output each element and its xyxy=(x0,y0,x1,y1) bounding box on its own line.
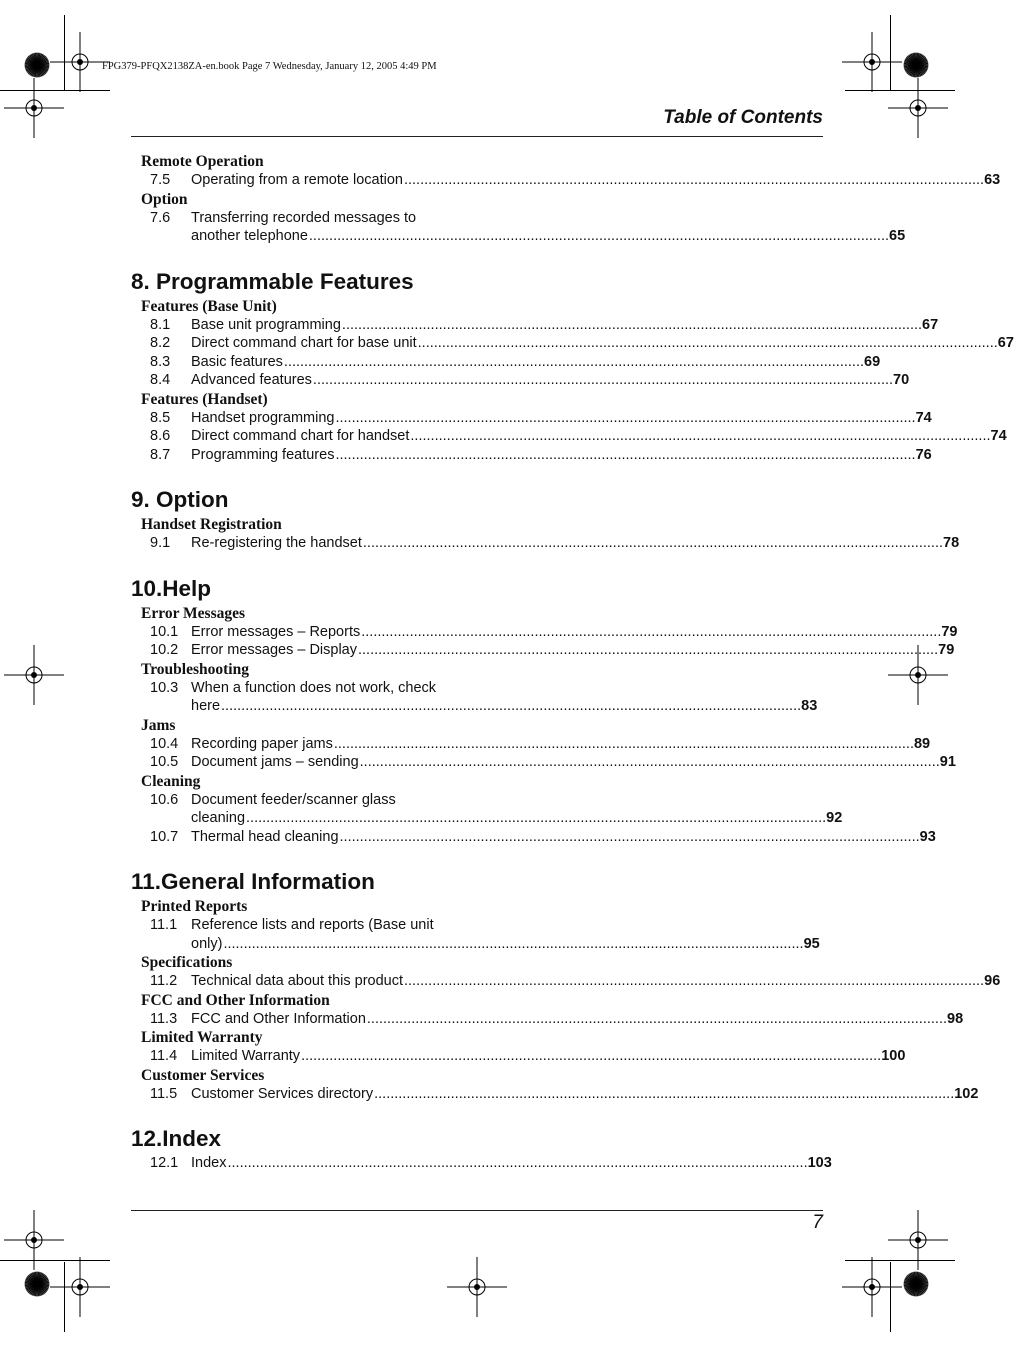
crosshair-icon xyxy=(447,1257,507,1317)
toc-entry[interactable] xyxy=(131,735,931,754)
toc-group-label: Jams xyxy=(141,716,176,734)
toc-page-number: 100 xyxy=(881,1048,906,1064)
toc-page-number: 69 xyxy=(864,353,881,370)
toc-entry-title: Programming features xyxy=(191,446,335,463)
toc-page-number: 67 xyxy=(922,316,939,333)
toc-entry-title: Limited Warranty xyxy=(191,1048,301,1064)
page-header-title: Table of Contents xyxy=(663,107,823,128)
toc-page-number: 91 xyxy=(939,754,956,770)
toc-entry-title: Document feeder/scanner glass xyxy=(191,791,396,808)
toc-entry-number: 10.3 xyxy=(150,679,179,696)
toc-group-label: Customer Services xyxy=(141,1066,265,1084)
toc-entry-number: 8.2 xyxy=(150,335,171,351)
page-number: 7 xyxy=(812,1212,823,1233)
toc-entry-number: 8.5 xyxy=(150,409,171,426)
toc-entry-title: Direct command chart for handset xyxy=(191,428,410,444)
toc-entry-title: here xyxy=(191,698,221,714)
crosshair-icon xyxy=(888,78,948,138)
toc-entry-number: 8.6 xyxy=(150,428,171,444)
toc-entry-number: 10.2 xyxy=(150,642,179,658)
toc-page-number: 79 xyxy=(938,642,955,658)
toc-entry[interactable] xyxy=(131,1085,979,1104)
toc-group-label: FCC and Other Information xyxy=(141,991,330,1009)
dot-leader xyxy=(418,334,998,353)
toc-entry[interactable] xyxy=(131,427,1007,446)
toc-entry-title: Index xyxy=(191,1155,227,1171)
toc-page-number: 103 xyxy=(807,1155,832,1171)
toc-page-number: 89 xyxy=(913,735,931,752)
toc-page-number: 78 xyxy=(943,535,960,551)
section-heading: 10.Help xyxy=(131,575,212,601)
toc-entry-number: 8.7 xyxy=(150,446,171,463)
dot-leader xyxy=(361,623,941,642)
toc-page-number: 79 xyxy=(941,623,958,640)
toc-entry-title: Thermal head cleaning xyxy=(191,828,339,845)
dot-leader xyxy=(404,972,984,991)
dot-leader xyxy=(284,353,864,372)
toc-entry[interactable] xyxy=(131,1154,832,1173)
dot-leader xyxy=(342,316,922,335)
toc-group-label: Option xyxy=(141,190,188,208)
toc-entry[interactable] xyxy=(131,334,1014,353)
toc-group-label: Cleaning xyxy=(141,772,201,790)
dot-leader xyxy=(227,1154,807,1173)
toc-entry-number: 11.3 xyxy=(150,1010,178,1027)
toc-entry-number: 10.5 xyxy=(150,754,179,770)
dot-leader xyxy=(410,427,990,446)
crosshair-icon xyxy=(4,78,64,138)
crop-mark xyxy=(890,1262,891,1332)
toc-entry-title: Handset programming xyxy=(191,409,335,426)
toc-entry[interactable] xyxy=(131,316,939,335)
toc-entry-title: Customer Services directory xyxy=(191,1085,374,1102)
toc-page-number: 96 xyxy=(984,973,1001,989)
dot-leader xyxy=(335,409,915,428)
toc-entry-title: only) xyxy=(191,935,223,952)
crop-mark xyxy=(845,90,955,91)
toc-entry-number: 12.1 xyxy=(150,1155,179,1171)
toc-page-number: 76 xyxy=(915,446,932,463)
toc-group-label: Specifications xyxy=(141,954,233,971)
dot-leader xyxy=(363,534,943,553)
crop-mark xyxy=(0,90,110,91)
toc-page-number: 74 xyxy=(915,409,932,426)
toc-entry-number: 8.3 xyxy=(150,353,171,370)
toc-entry[interactable] xyxy=(131,828,936,847)
toc-group-label: Handset Registration xyxy=(141,516,282,533)
toc-group-label: Troubleshooting xyxy=(141,660,249,678)
toc-entry-title: FCC and Other Information xyxy=(191,1010,366,1027)
crosshair-icon xyxy=(50,1257,110,1317)
toc-page-number: 83 xyxy=(801,698,818,714)
section-heading: 8. Programmable Features xyxy=(131,268,414,294)
toc-entry[interactable] xyxy=(131,409,932,428)
toc-group-label: Limited Warranty xyxy=(141,1029,263,1046)
footer-rule xyxy=(131,1210,823,1211)
toc-group-label: Features (Handset) xyxy=(141,390,268,408)
toc-entry-title: Advanced features xyxy=(191,372,312,388)
dot-leader xyxy=(246,809,826,828)
toc-entry-title: Direct command chart for base unit xyxy=(191,335,417,351)
toc-group-label: Error Messages xyxy=(141,604,246,622)
toc-entry-title: Basic features xyxy=(191,353,283,370)
toc-entry-title: Document jams – sending xyxy=(191,754,359,770)
toc-entry[interactable] xyxy=(131,1010,964,1029)
crop-mark xyxy=(64,15,65,90)
dot-leader xyxy=(334,735,914,754)
toc-entry[interactable] xyxy=(131,623,958,642)
toc-entry[interactable] xyxy=(131,641,955,660)
toc-entry-number: 11.2 xyxy=(150,973,178,989)
section-heading: 11.General Information xyxy=(131,869,375,894)
toc-page-number: 65 xyxy=(889,228,906,244)
dot-leader xyxy=(223,935,803,954)
toc-page-number: 93 xyxy=(919,828,936,845)
toc-entry-number: 11.4 xyxy=(150,1048,178,1064)
toc-entry[interactable] xyxy=(131,353,881,372)
toc-entry[interactable] xyxy=(131,371,910,390)
dot-leader xyxy=(309,227,889,246)
toc-entry-title: Technical data about this product xyxy=(191,973,403,989)
print-info: FPG379-PFQX2138ZA-en.book Page 7 Wednesday, January 12, 2005 4:49 PM xyxy=(102,61,437,72)
toc-entry[interactable] xyxy=(131,753,956,772)
section-heading: 12.Index xyxy=(131,1126,222,1151)
toc-group-label: Remote Operation xyxy=(141,153,264,170)
dot-leader xyxy=(340,828,920,847)
toc-entry[interactable] xyxy=(131,791,843,828)
toc-entry-number: 10.1 xyxy=(150,623,179,640)
toc-page-number: 92 xyxy=(826,810,843,826)
toc-entry-title: Error messages – Reports xyxy=(191,623,361,640)
toc-entry-title: Transferring recorded messages to xyxy=(191,209,417,226)
toc-entry-number: 7.6 xyxy=(150,209,171,226)
toc-page-number: 74 xyxy=(990,428,1007,444)
crosshair-icon xyxy=(4,645,64,705)
toc-group-label: Printed Reports xyxy=(141,898,248,915)
toc-group-label: Features (Base Unit) xyxy=(141,297,277,315)
toc-entry-number: 8.1 xyxy=(150,316,171,333)
section-heading: 9. Option xyxy=(131,487,229,512)
toc-entry[interactable] xyxy=(131,679,818,716)
crop-mark xyxy=(0,1260,110,1261)
dot-leader xyxy=(358,641,938,660)
dot-leader xyxy=(367,1010,947,1029)
dot-leader xyxy=(404,171,984,190)
toc-entry-number: 7.5 xyxy=(150,172,171,188)
dot-leader xyxy=(221,697,801,716)
toc-entry-number: 10.6 xyxy=(150,791,179,808)
toc-entry-number: 9.1 xyxy=(150,535,171,551)
header-rule xyxy=(131,136,823,137)
toc-entry[interactable] xyxy=(131,446,932,465)
toc-page-number: 63 xyxy=(984,172,1001,188)
toc-page-number: 70 xyxy=(893,372,910,388)
toc-entry-title: Base unit programming xyxy=(191,316,341,333)
toc-entry-number: 11.5 xyxy=(150,1085,178,1102)
toc-entry-title: Operating from a remote location xyxy=(191,172,403,188)
crop-mark xyxy=(890,15,891,90)
toc-entry-number: 10.4 xyxy=(150,735,179,752)
toc-entry-title: Reference lists and reports (Base unit xyxy=(191,917,434,933)
toc-entry[interactable] xyxy=(131,916,820,953)
toc-entry[interactable] xyxy=(131,972,1001,991)
toc-entry[interactable] xyxy=(131,209,906,246)
crop-mark xyxy=(64,1262,65,1332)
dot-leader xyxy=(360,753,940,772)
toc-entry-number: 10.7 xyxy=(150,828,179,845)
toc-entry-title: cleaning xyxy=(191,810,246,826)
toc-entry[interactable] xyxy=(131,171,1001,190)
dot-leader xyxy=(313,371,893,390)
toc-entry-title: When a function does not work, check xyxy=(191,679,437,696)
toc-page-number: 102 xyxy=(954,1085,979,1102)
toc-entry-number: 11.1 xyxy=(150,917,178,933)
table-of-contents xyxy=(131,152,1014,1173)
toc-page-number: 95 xyxy=(803,935,820,952)
toc-page-number: 67 xyxy=(997,335,1014,351)
toc-page-number: 98 xyxy=(947,1010,964,1027)
toc-entry-title: another telephone xyxy=(191,228,308,244)
toc-entry-title: Error messages – Display xyxy=(191,642,357,658)
toc-entry-title: Re-registering the handset xyxy=(191,535,362,551)
crosshair-icon xyxy=(842,1257,902,1317)
toc-entry[interactable] xyxy=(131,1047,906,1066)
toc-entry[interactable] xyxy=(131,534,960,553)
toc-entry-number: 8.4 xyxy=(150,372,171,388)
dot-leader xyxy=(335,446,915,465)
dot-leader xyxy=(374,1085,954,1104)
dot-leader xyxy=(301,1047,881,1066)
toc-entry-title: Recording paper jams xyxy=(191,735,333,752)
crop-mark xyxy=(845,1260,955,1261)
